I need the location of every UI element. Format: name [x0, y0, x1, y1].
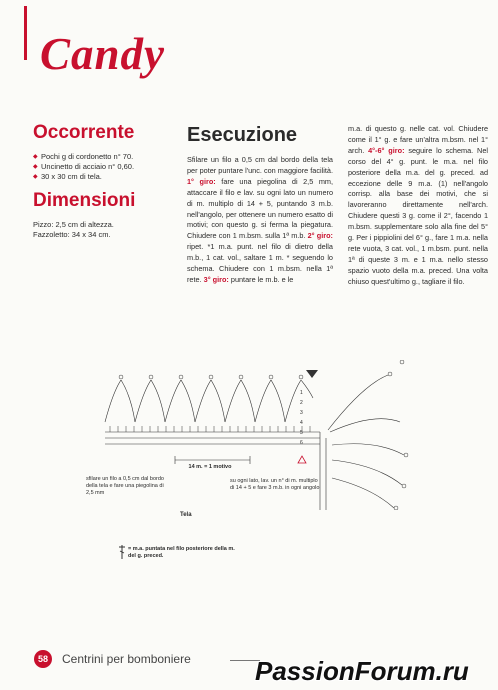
row-number: 4 [300, 420, 303, 426]
row-number: 6 [300, 440, 303, 446]
round-label: 4°-6° giro: [368, 145, 405, 155]
round-label: 1° giro: [187, 176, 216, 186]
dimensions-text [33, 220, 173, 240]
note-left: sfilare un filo a 0,5 cm dal bordo della tela e fare una piegolina di 2,5 mm [86, 476, 164, 496]
running-footer: Centrini per bomboniere [62, 652, 191, 666]
occorrente-heading: Occorrente [33, 122, 135, 143]
page-title: Candy [40, 29, 166, 79]
stitch-symbol-icon [118, 545, 126, 559]
row-number: 3 [300, 410, 303, 416]
esecuzione-heading: Esecuzione [187, 124, 298, 146]
materials-item: ◆ Pochi g di cordonetto n° 70. [33, 152, 173, 162]
instructions-column-1: Sfilare un filo a 0,5 cm dal bordo della tela per poter puntare l'unc. con maggiore facilità. 1° giro: fare una piegolina di 2,5 mm, attaccare il filo e lav. su ogni lato un numero di m. multiplo di 14 + 5, puntando 3 m.b. nell'angolo, per ottenere un numero esatto di motivi; con questo g. si ferma la piegatura. Chiudere con 1 m.bsm. sulla 1ª m.b. 2° giro: ripet. *1 m.a. punt. nel filo di dietro della m.b., 1 cat. vol., saltare 1 m. * seguendo lo schema. Chiudere con 1 m.bsm. nella 1ª rete. 3° giro: puntare le m.b. e le [187, 155, 334, 284]
round-label: 3° giro: [203, 274, 229, 284]
row-number: 1 [300, 390, 303, 396]
page-number: 58 [34, 650, 52, 668]
watermark: PassionForum.ru [255, 656, 469, 686]
row-number: 5 [300, 430, 303, 436]
round-label: 2° giro: [307, 231, 333, 241]
row-number: 2 [300, 400, 303, 406]
accent-rule [24, 6, 27, 60]
materials-item: ◆ Uncinetto di acciaio n° 0,60. [33, 162, 173, 172]
note-mid: su ogni lato, lav. un n° di m. multiplo di 14 + 5 e fare 3 m.b. in ogni angolo [230, 478, 320, 491]
motif-label: 14 m. = 1 motivo [188, 464, 232, 470]
legend-text: = m.a. puntata nel filo posteriore della m. del g. preced. [128, 546, 235, 559]
instructions-column-2: m.a. di questo g. nelle cat. vol. Chiudere come il 1° g. e fare un'altra m.bsm. nel 1° arch. 4°-6° giro: seguire lo schema. Nel corso del 4° g. punt. le m.a. nel filo posteriore della m.a. del g. preced. ad eccezione delle 9 m.a. (1) nell'angolo corrisp. alla base dei motivi, che si lavoreranno direttamente nell'arch. Chiudere questi 3 g. come il 2°, facendo 1 m.bsm. supplementare solo alla fine del 5° g. Per i pippiolini del 6° g., fare 1 m.a. nella rete vuota, 3 cat. vol., 1 m.bsm. punt. nella 1ª di queste 3 m. e 1 m.a. nello stesso spazio vuoto della m.a. preced. Una volta chiuso quest'ultimo g., tagliare il filo. [348, 124, 488, 286]
tela-label: Tela [180, 512, 192, 518]
dimensioni-heading: Dimensioni [33, 190, 136, 211]
materials-list [33, 152, 173, 182]
dimension-line: Fazzoletto: 34 x 34 cm. [33, 230, 111, 239]
materials-item: ◆ 30 x 30 cm di tela. [33, 172, 173, 182]
dimension-line: Pizzo: 2,5 cm di altezza. [33, 220, 114, 229]
